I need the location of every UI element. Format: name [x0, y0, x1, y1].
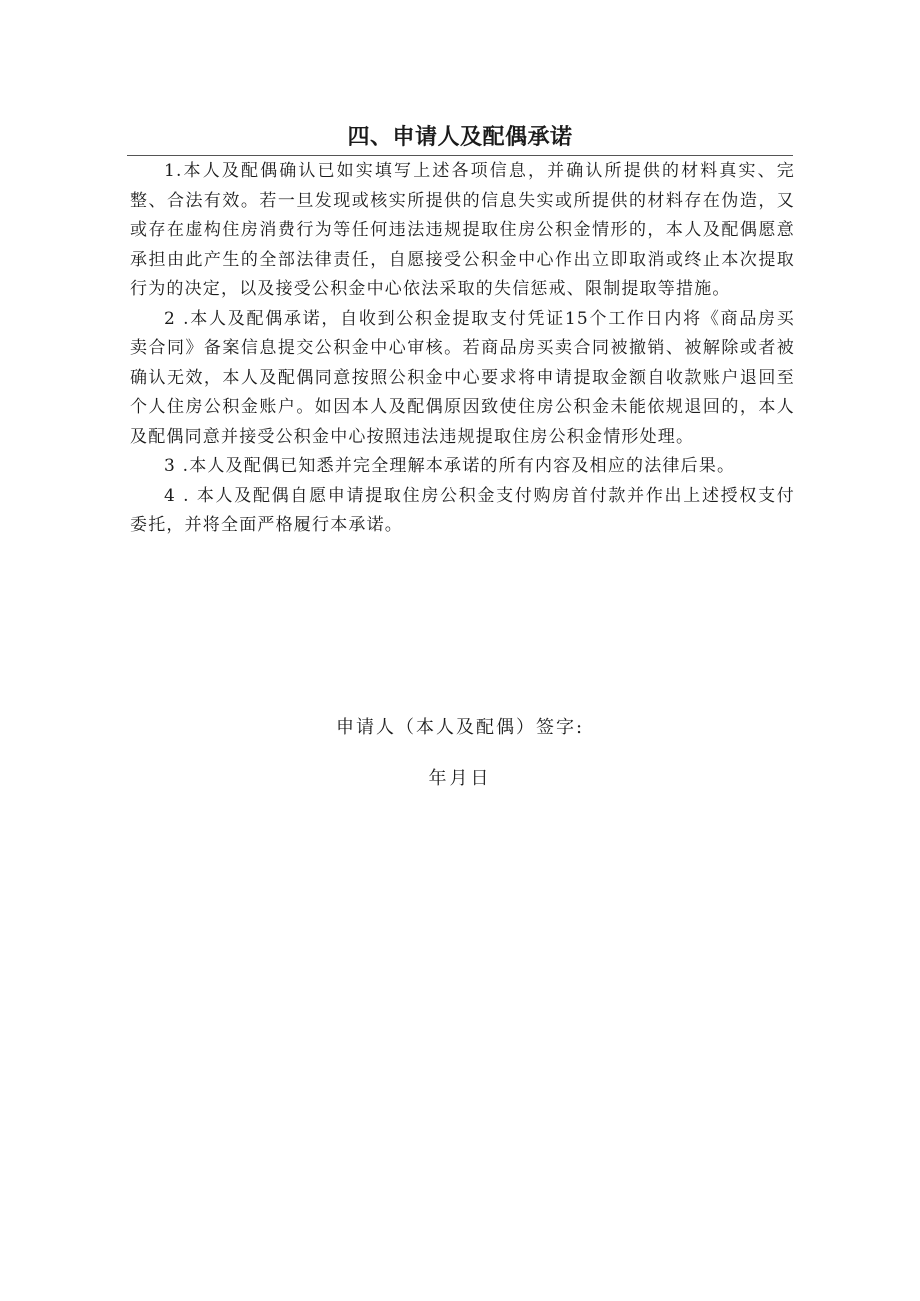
commitment-body	[130, 157, 795, 541]
signature-label: 申请人（本人及配偶）签字:	[335, 717, 585, 738]
commitment-paragraph-4: 4 . 本人及配偶自愿申请提取住房公积金支付购房首付款并作出上述授权支付委托，并将全面严格履行本承诺。	[130, 485, 795, 535]
section-title: 四、申请人及配偶承诺	[347, 125, 573, 150]
title-underline	[127, 155, 793, 156]
date-label: 年月日	[428, 768, 492, 789]
commitment-paragraph-3: 3 .本人及配偶已知悉并完全理解本承诺的所有内容及相应的法律后果。	[164, 456, 736, 476]
commitment-paragraph-2: 2 .本人及配偶承诺，自收到公积金提取支付凭证15个工作日内将《商品房买卖合同》备案信息提交公积金中心审核。若商品房买卖合同被撤销、被解除或者被确认无效，本人及配偶同意按照公积金中心要求将申请提取金额自收款账户退回至个人住房公积金账户。如因本人及配偶原因致使住房公积金未能依规退回的，本人及配偶同意并接受公积金中心按照违法违规提取住房公积金情形处理。	[130, 308, 795, 447]
commitment-paragraph-1: 1.本人及配偶确认已如实填写上述各项信息，并确认所提供的材料真实、完整、合法有效。若一旦发现或核实所提供的信息失实或所提供的材料存在伪造，又或存在虚构住房消费行为等任何违法违规提取住房公积金情形的，本人及配偶愿意承担由此产生的全部法律责任，自愿接受公积金中心作出立即取消或终止本次提取行为的决定，以及接受公积金中心依法采取的失信惩戒、限制提取等措施。	[130, 161, 795, 299]
